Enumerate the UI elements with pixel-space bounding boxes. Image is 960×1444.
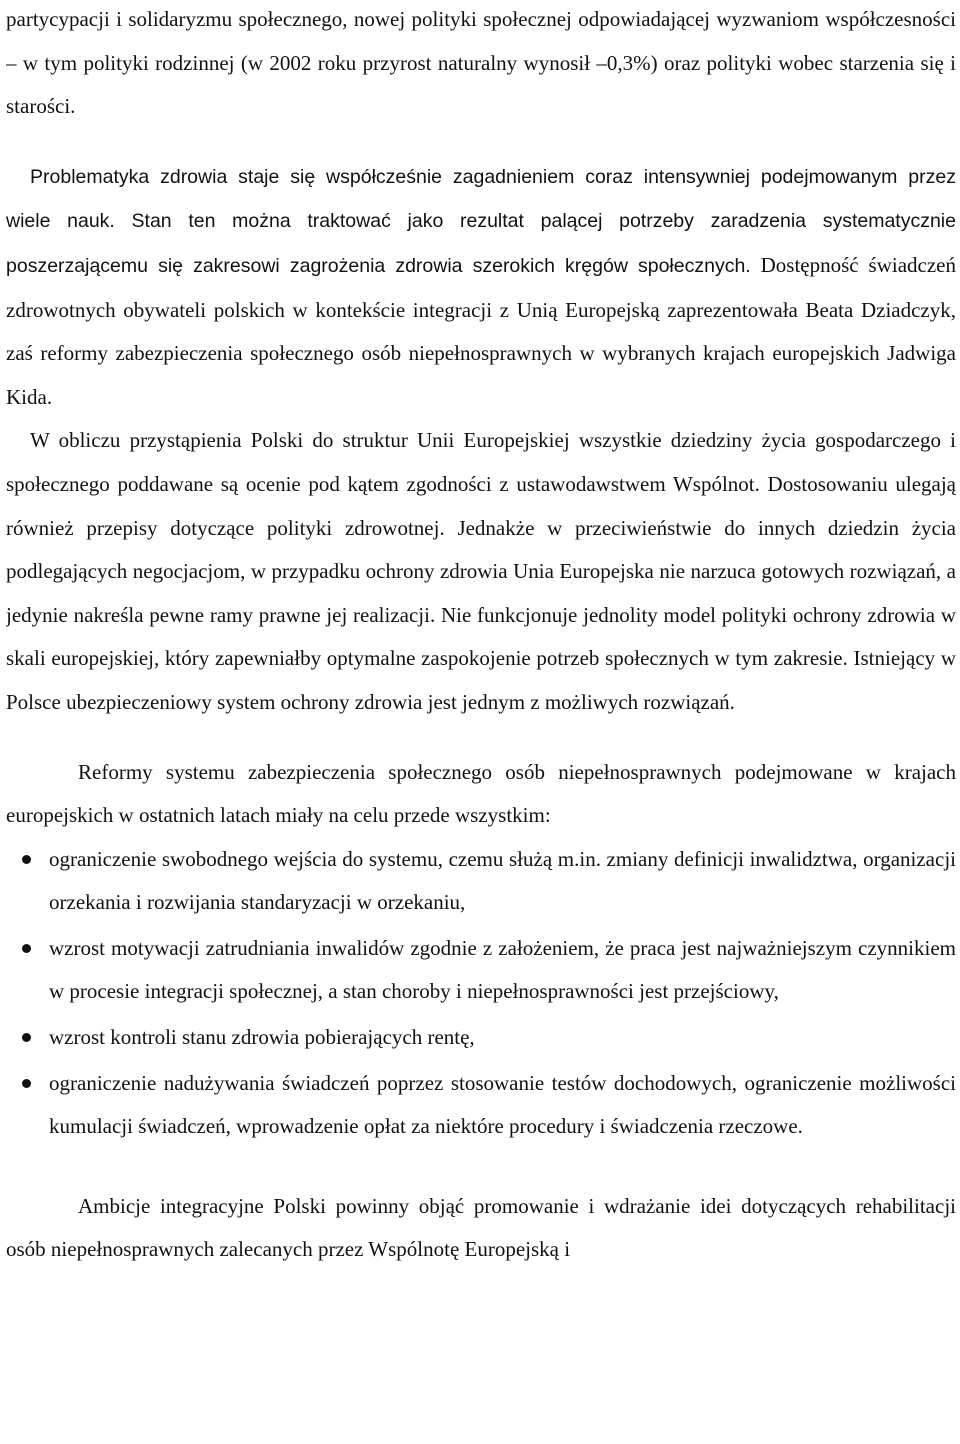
paragraph-eu-accession: W obliczu przystąpienia Polski do struktur Unii Europejskiej wszystkie dziedziny życia gospodarczego i społecznego poddawane są ocenie pod kątem zgodności z ustawodawstwem Wspólnot. Dostosowaniu ulegają również przepisy dotyczące polityki zdrowotnej. Jednakże w przeciwieństwie do innych dziedzin życia podlegających negocjacjom, w przypadku ochrony zdrowia Unia Europejska nie narzuca gotowych rozwiązań, a jedynie nakreśla pewne ramy prawne jej realizacji. Nie funkcjonuje jednolity model polityki ochrony zdrowia w skali europejskiej, który zapewniałby optymalne zaspokojenie potrzeb społecznych w tym zakresie. Istniejący w Polsce ubezpieczeniowy system ochrony zdrowia jest jednym z możliwych rozwiązań. — [6, 428, 956, 714]
paragraph-health-problematics-serif-text: Dostępność świadczeń zdrowotnych obywateli polskich w kontekście integracji z Unią Europejską zaprezentowała Beata Dziadczyk, zaś reformy zabezpieczenia społecznego osób niepełnosprawnych w wybranych krajach europejskich Jadwiga Kida. — [6, 252, 956, 409]
paragraph-health-problematics-sans-text: Problematyka zdrowia staje się współcześnie zagadnieniem coraz intensywniej podejmowanym przez wiele nauk. Stan ten można traktować jako rezultat palącej potrzeby zaradzenia systematycznie poszerzającemu się zakresowi zagrożenia zdrowia szerokich kręgów społecznych. — [6, 165, 956, 277]
list-item-text: wzrost motywacji zatrudniania inwalidów zgodnie z założeniem, że praca jest najważniejszym czynnikiem w procesie integracji społecznej, a stan choroby i niepełnosprawności jest przejściowy, — [49, 935, 956, 1004]
paragraph-integration-ambitions: Ambicje integracyjne Polski powinny objąć promowanie i wdrażanie idei dotyczących rehabilitacji osób niepełnosprawnych zalecanych przez Wspólnotę Europejską i — [6, 1193, 956, 1262]
bullet-icon — [22, 1033, 31, 1042]
paragraph-social-policy: partycypacji i solidaryzmu społecznego, nowej polityki społecznej odpowiadającej wyzwaniom współczesności – w tym polityki rodzinnej (w 2002 roku przyrost naturalny wynosił –0,3%) oraz polityki wobec starzenia się i starości. — [6, 7, 956, 119]
reform-goals-list — [6, 838, 956, 1149]
list-item-text: ograniczenie swobodnego wejścia do systemu, czemu służą m.in. zmiany definicji inwalidztwa, organizacji orzekania i rozwijania standaryzacji w orzekaniu, — [49, 846, 956, 915]
list-item — [6, 838, 956, 925]
list-item — [6, 927, 956, 1014]
list-item — [6, 1016, 956, 1060]
list-item-text: ograniczenie nadużywania świadczeń poprzez stosowanie testów dochodowych, ograniczenie możliwości kumulacji świadczeń, wprowadzenie opłat za niektóre procedury i świadczenia rzeczowe. — [49, 1070, 956, 1139]
document-page — [6, 0, 956, 1444]
list-item — [6, 1062, 956, 1149]
paragraph-health-problematics — [6, 155, 956, 420]
bullet-icon — [22, 944, 31, 953]
bullet-icon — [22, 1079, 31, 1088]
bullet-icon — [22, 855, 31, 864]
paragraph-reforms-intro: Reformy systemu zabezpieczenia społecznego osób niepełnosprawnych podejmowane w krajach europejskich w ostatnich latach miały na celu przede wszystkim: — [6, 759, 956, 828]
list-item-text: wzrost kontroli stanu zdrowia pobierających rentę, — [49, 1025, 475, 1050]
